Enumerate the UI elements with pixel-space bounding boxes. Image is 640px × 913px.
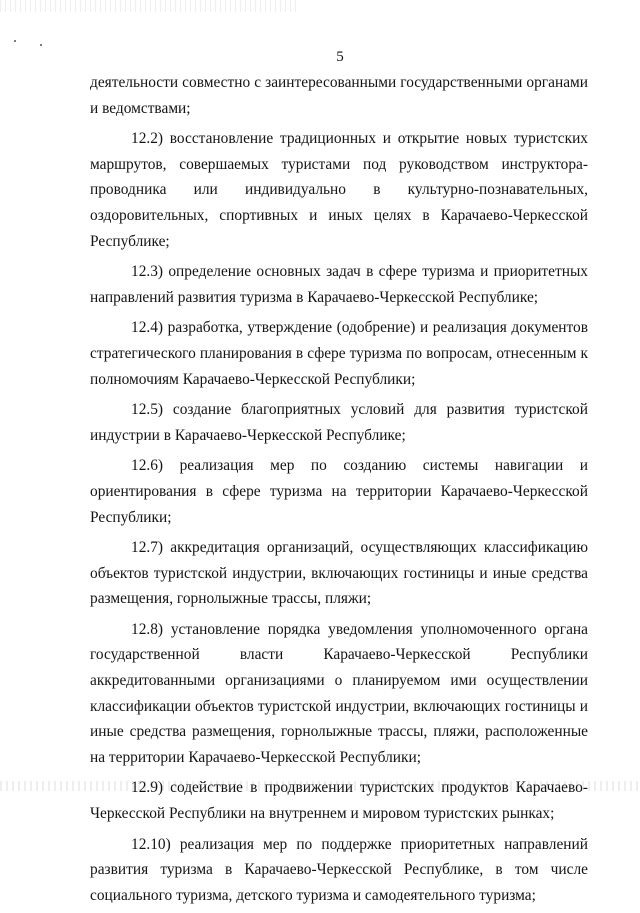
paragraph-item-12-6: 12.6) реализация мер по созданию системы навигации и ориентирования в сфере туризма на территории Карачаево-Черкесской Республики; — [90, 457, 588, 526]
paragraph-item-12-4: 12.4) разработка, утверждение (одобрение) и реализация документов стратегического планирования в сфере туризма по вопросам, отнесенным к полномочиям Карачаево-Черкесской Республики; — [90, 319, 588, 388]
paragraph-item-12-10: 12.10) реализация мер по поддержке приоритетных направлений развития туризма в Карачаево-Черкесской Республике, в том числе социального туризма, детского туризма и самодеятельного туризма; — [90, 835, 588, 904]
document-body — [90, 70, 588, 913]
paragraph-item-12-2: 12.2) восстановление традиционных и открытие новых туристских маршрутов, совершаемых туристами под руководством инструктора-проводника или индивидуально в культурно-познавательных, оздоровительных, спортивных и иных целях в Карачаево-Черкесской Республике; — [90, 130, 588, 250]
paragraph-continuation: деятельности совместно с заинтересованными государственными органами и ведомствами; — [90, 74, 588, 117]
paragraph-item-12-8: 12.8) установление порядка уведомления уполномоченного органа государственной власти Карачаево-Черкесской Республики аккредитованными организациями о планируемом ими осуществлении классификации объектов туристской индустрии, включающих гостиницы и иные средства размещения, горнолыжные трассы, пляжи, расположенные на территории Карачаево-Черкесской Республики; — [90, 620, 588, 766]
paragraph-item-12-9: 12.9) содействие в продвижении туристских продуктов Карачаево-Черкесской Республики на внутреннем и мировом туристских рынках; — [90, 779, 588, 823]
scan-speck — [14, 40, 16, 42]
scan-speck — [40, 44, 42, 46]
paragraph-item-12-5: 12.5) создание благоприятных условий для развития туристской индустрии в Карачаево-Черкесской Республике; — [90, 401, 588, 444]
page-number: 5 — [336, 49, 344, 65]
paragraph-item-12-7: 12.7) аккредитация организаций, осуществляющих классификацию объектов туристской индустрии, включающих гостиницы и иные средства размещения, горнолыжные трассы, пляжи; — [90, 539, 588, 608]
paragraph-item-12-3: 12.3) определение основных задач в сфере туризма и приоритетных направлений развития туризма в Карачаево-Черкесской Республике; — [90, 263, 588, 306]
scan-artifact-top — [0, 0, 300, 12]
